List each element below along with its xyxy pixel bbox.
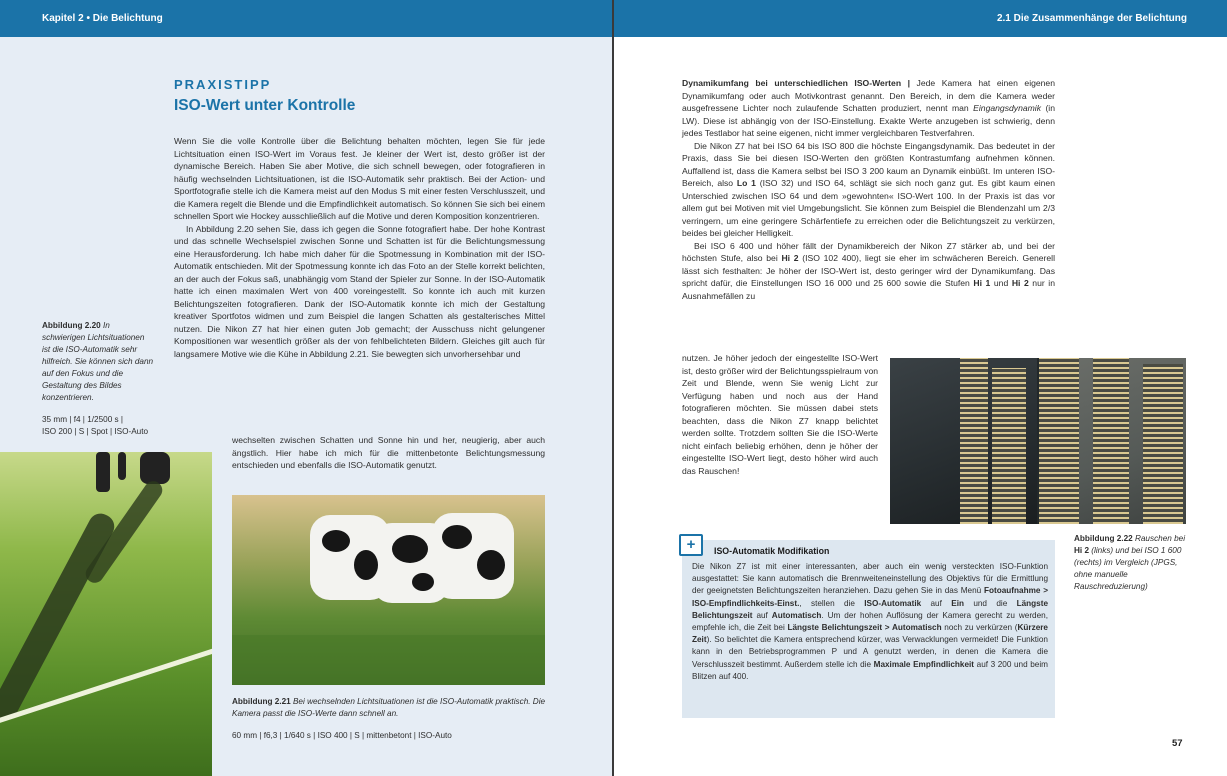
- page-gutter: [612, 0, 614, 776]
- figure-2-22-text-b: (links) und bei ISO 1 600 (rechts) im Vergleich (JPGS, ohne manuelle Rauschreduzierung): [1074, 546, 1182, 591]
- figure-2-21-label: Abbildung 2.21: [232, 697, 291, 706]
- text-span: ). So belichtet die Kamera entsprechend kürzer, was Verwacklungen vermeidet! Die Funktion kann in den Betriebsprogrammen P und A genutzt werden, in denen die Kamera die Verschlusszeit bestimmt. Außerdem stelle ich die: [692, 635, 1048, 669]
- tip-box-text: [692, 561, 1048, 683]
- figure-2-20-text: In schwierigen Lichtsituationen ist die ISO-Automatik sehr hilfreich. Sie können sich dann auf den Fokus und die Gestaltung des Bildes konzentrieren.: [42, 321, 154, 402]
- figure-2-21-caption: [232, 696, 562, 742]
- building: [1093, 358, 1129, 524]
- right-paragraph-2: [682, 140, 1055, 240]
- tip-title: ISO-Wert unter Kontrolle: [174, 97, 356, 114]
- text-span: Maximale Empfindlichkeit: [873, 659, 975, 669]
- tip-box-title: ISO-Automatik Modifikation: [714, 546, 830, 556]
- left-body-text-continued: [232, 434, 545, 472]
- text-span: Hi 2: [781, 253, 799, 263]
- text-span: Längste Belichtungszeit: [692, 598, 1049, 620]
- iso-1600-crop: [1039, 358, 1186, 524]
- cow-spot: [354, 550, 378, 580]
- iso-hi2-crop: [890, 358, 1037, 524]
- figure-2-20-label: Abbildung 2.20: [42, 321, 101, 330]
- text-span: ISO-Automatik: [864, 598, 922, 608]
- figure-2-21-shot: 60 mm | f6,3 | 1/640 s | ISO 400 | S | mittenbetont | ISO-Auto: [232, 731, 452, 740]
- cows-photo: [232, 495, 545, 685]
- left-paragraph-2: In Abbildung 2.20 sehen Sie, dass ich gegen die Sonne fotografiert habe. Der hohe Kontrast und das schnelle Wechselspiel zwischen Sonne und Schatten ist für die Belichtungsmessung eine Herausforderung. Ich habe mich daher für die Spotmessung in Kombination mit der ISO-Automatik entschieden. Mit der Spotmessung konnte ich das Foto an der Stelle korrekt belichten, an der auch der Fokus saß, unabhängig vom Stand der Spieler zur Sonne. In der ISO-Automatik hatte ich einen maximalen Wert von 400 voreingestellt. So konnte ich auch mit kurzen Belichtungszeiten fotografieren. Dank der ISO-Automatik konnte ich mich der Gestaltung kreativer Sportfotos widmen und zum Beispiel die langen Schatten als gestalterisches Mittel nutzen. Die Nikon Z7 hat hier einen guten Job gemacht; der Ausschuss nicht gelungener Kompositionen war wesentlich größer als der von fehlbelichteten Bildern. Gleiches gilt auch für langsamere Motive wie die Kühe in Abbildung 2.21. Sie bewegten sich unvorhersehbar und: [174, 223, 545, 359]
- runner-figure: [140, 452, 170, 484]
- cow-spot: [322, 530, 350, 552]
- text-span: Längste Belichtungszeit > Automatisch: [787, 623, 942, 633]
- text-span: Kürzere Zeit: [692, 623, 1048, 645]
- figure-2-20-caption: [42, 320, 154, 438]
- text-span: Jede Kamera hat einen eigenen Dynamikumfang oder auch Motivkontrast genannt. Den Bereich, in dem die Kamera weder ausgefressene Lichter noch zulaufende Schatten produziert, nennt man: [682, 78, 1055, 113]
- hockey-shadow-photo: [0, 452, 212, 776]
- dynamic-range-heading: Dynamikumfang bei unterschiedlichen ISO-Werten |: [682, 78, 911, 88]
- cow-spot: [477, 550, 505, 580]
- text-span: (in LW). Diese ist abhängig von der ISO-Einstellung. Exakte Werte anzugeben ist schwierig, denn jedes Testlabor hat seine eigenen, nicht immer vergleichbaren Testverfahren.: [682, 103, 1055, 138]
- text-span: Automatisch: [771, 610, 822, 620]
- text-span: Die Nikon Z7 ist mit einer interessanten, aber auch ein wenig versteckten ISO-Funktion ausgestattet: Sie kann automatisch die Brennweiteneinstellung des Objektivs für die Ermittlung der geeignetsten Belichtungszeiten heranziehen. Dazu gehen Sie in das Menü: [692, 562, 1048, 596]
- runner-figure: [96, 452, 110, 492]
- building: [1039, 358, 1079, 524]
- figure-2-21-text: Bei wechselnden Lichtsituationen ist die ISO-Automatik praktisch. Die Kamera passt die ISO-Werte dann schnell an.: [232, 697, 546, 718]
- text-span: und die: [963, 598, 1017, 608]
- left-paragraph-1: Wenn Sie die volle Kontrolle über die Belichtung behalten möchten, legen Sie für jede Lichtsituation einen ISO-Wert im Voraus fest. Je kleiner der Wert ist, desto größer ist der dynamische Bereich. Haben Sie aber Motive, die sich schnell bewegen, oder fotografieren in häufig wechselnden Lichtsituationen, ist die ISO-Automatik sehr praktisch. Bei der Action- und Sportfotografie stelle ich die Kamera meist auf den Modus S mit einer festen Verschlusszeit, und die Kamera regelt die Blende und die Empfindlichkeit automatisch. So können Sie sich bei einem schnellen Sport wie Hockey ausschließlich auf die Motive und deren Komposition konzentrieren.: [174, 136, 545, 221]
- text-span: (ISO 102 400), liegt sie eher im schwächeren Bereich. Generell lässt sich festhalten: Je höher der ISO-Wert ist, desto geringer wird der Dynamikumfang. Das spricht dafür, die Einstellungen ISO 16 000 und 25 600 sowie die Stufen: [682, 253, 1055, 288]
- page-number: 57: [1172, 738, 1183, 749]
- text-span: Hi 2: [1011, 278, 1029, 288]
- text-span: auf: [752, 610, 772, 620]
- tip-box: [682, 536, 1055, 718]
- grass: [232, 635, 545, 685]
- right-body-text-narrow: [682, 352, 878, 477]
- text-span: Bei ISO 6 400 und höher fällt der Dynamikbereich der Nikon Z7 stärker ab, und bei der höchsten Stufe, also bei: [682, 240, 1055, 263]
- text-span: , stellen die: [799, 598, 865, 608]
- runner-figure: [118, 452, 126, 480]
- text-span: und: [990, 278, 1012, 288]
- plus-bracket-icon: +: [679, 534, 703, 556]
- cow-spot: [392, 535, 428, 563]
- figure-2-20-shot-2: ISO 200 | S | Spot | ISO-Auto: [42, 427, 149, 436]
- text-span: Fotoaufnahme > ISO-Empfindlichkeits-Einst.: [692, 586, 1048, 608]
- building: [1143, 364, 1183, 524]
- section-header: 2.1 Die Zusammenhänge der Belichtung: [614, 0, 1227, 37]
- text-span: (ISO 32) und ISO 64, schlägt sie sich noch ganz gut. Es gibt kaum einen Unterschied zwischen ISO 64 und dem »gewohnten« ISO-Wert 100. In der Praxis ist das vor allem gut bei Motiven mit viel Umgebungslicht. Sie können zum Beispiel die Blendenzahl um 2/3 verringern, um eine geringere Schärfentiefe zu erreichen oder die Belichtungszeit zu verkürzen, beides bei gleicher Helligkeit.: [682, 178, 1055, 238]
- right-paragraph-3: [682, 240, 1055, 303]
- text-span: nur in Ausnahmefällen zu: [682, 278, 1055, 301]
- text-span: auf: [921, 598, 952, 608]
- text-span: . Um der hohen Auflösung der Kamera gerecht zu werden, empfehle ich, die Zeit bei: [692, 610, 1048, 633]
- figure-2-20-shot-1: 35 mm | f4 | 1/2500 s |: [42, 415, 124, 424]
- right-paragraph-1: [682, 77, 1055, 140]
- text-span: Die Nikon Z7 hat bei ISO 64 bis ISO 800 die höchste Eingangsdynamik. Das bedeutet in der Praxis, dass Sie bei diesen ISO-Werten den größten Kontrastumfang aufnehmen können. Auffallend ist, dass die Kamera selbst bei ISO 3 200 kaum an Dynamik einbüßt. Im unteren ISO-Bereich, also: [682, 140, 1055, 188]
- right-body-text: [682, 77, 1055, 302]
- text-span: Lo 1: [736, 178, 756, 188]
- figure-2-22-text-a: Rauschen bei: [1134, 534, 1186, 543]
- left-body-text: [174, 135, 545, 360]
- figure-2-22-caption: [1074, 533, 1194, 593]
- text-span: Eingangsdynamik: [973, 103, 1041, 113]
- tip-label: PRAXISTIPP: [174, 77, 272, 92]
- chapter-header: Kapitel 2 • Die Belichtung: [0, 0, 612, 37]
- text-span: noch zu verkürzen (: [941, 623, 1018, 633]
- iso-noise-comparison-photo: [890, 358, 1186, 524]
- text-span: auf 3 200 und beim Blitzen auf 400.: [692, 659, 1048, 681]
- figure-2-22-bold: Hi 2: [1074, 546, 1090, 555]
- building: [960, 358, 988, 524]
- long-shadow: [0, 509, 118, 724]
- cow-spot: [412, 573, 434, 591]
- text-span: Hi 1: [973, 278, 991, 288]
- cow-spot: [442, 525, 472, 549]
- text-span: Ein: [951, 598, 964, 608]
- left-paragraph-3: wechselten zwischen Schatten und Sonne hin und her, neugierig, aber auch ängstlich. Hier habe ich mich für die mittenbetonte Belichtungsmessung entschieden und ebenfalls die ISO-Automatik genutzt.: [232, 435, 545, 470]
- figure-2-22-label: Abbildung 2.22: [1074, 534, 1133, 543]
- right-paragraph-4: nutzen. Je höher jedoch der eingestellte ISO-Wert ist, desto größer wird der Belichtungsspielraum von Zeit und Blende, wenn Sie wenig Licht zur Verfügung haben und noch aus der Hand fotografieren möchten. Sie müssen dabei stets beachten, dass die Nikon Z7 knapp belichtet werden sollte. Trotzdem sollten Sie die ISO-Werte nicht einfach beliebig erhöhen, denn je höher der eingestellte ISO-Wert liegt, desto höher wird auch das Rauschen!: [682, 353, 878, 476]
- building: [992, 368, 1026, 524]
